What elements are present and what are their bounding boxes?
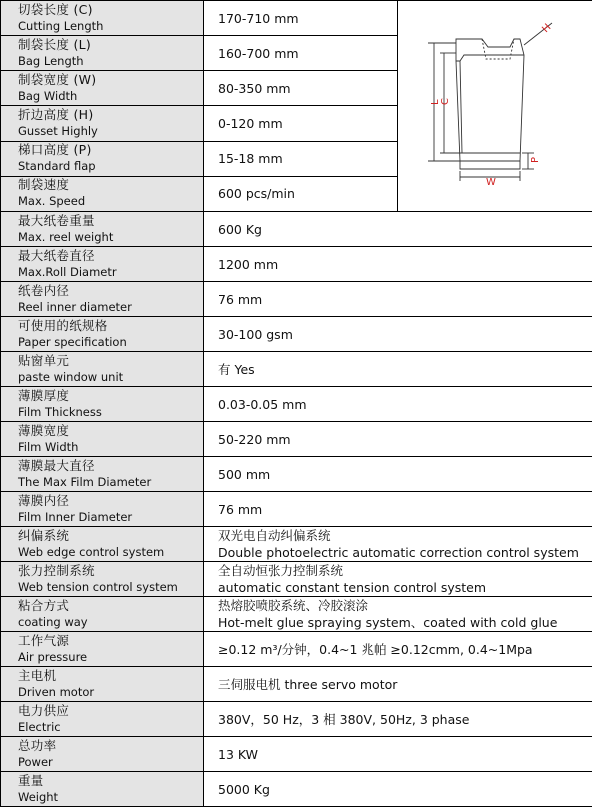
spec-value <box>204 527 592 562</box>
spec-row <box>1 317 592 352</box>
dim-l-label: L <box>430 99 441 105</box>
bag-diagram <box>398 1 592 211</box>
spec-label <box>1 387 204 422</box>
spec-value <box>204 772 592 807</box>
spec-value <box>204 141 398 176</box>
spec-value-line1: 500 mm <box>218 466 592 483</box>
spec-value <box>204 1 398 36</box>
spec-value <box>204 667 592 702</box>
spec-value-line1: 76 mm <box>218 501 592 518</box>
spec-label-en: Electric <box>18 719 203 736</box>
dim-c-label: C <box>440 98 451 105</box>
spec-label <box>1 422 204 457</box>
spec-label-cn: 梯口高度 (P) <box>18 142 203 158</box>
spec-label-en: Web edge control system <box>18 544 203 561</box>
bag-top-fold <box>456 55 524 61</box>
spec-label-cn: 最大纸卷直径 <box>18 248 203 264</box>
spec-label-en: Max. reel weight <box>18 229 203 246</box>
spec-label-en: Film Thickness <box>18 404 203 421</box>
spec-label-cn: 制袋速度 <box>18 177 203 193</box>
spec-label-en: Gusset Highly <box>18 123 203 140</box>
spec-value <box>204 247 592 282</box>
spec-value-line1: 76 mm <box>218 291 592 308</box>
spec-value <box>204 597 592 632</box>
spec-label-en: Reel inner diameter <box>18 299 203 316</box>
spec-value-line1: 380V，50 Hz，3 相 380V, 50Hz, 3 phase <box>218 711 592 728</box>
spec-label-en: Film Width <box>18 439 203 456</box>
spec-label-en: paste window unit <box>18 369 203 386</box>
spec-value <box>204 632 592 667</box>
spec-value <box>204 106 398 141</box>
spec-value-line1: 0-120 mm <box>218 115 397 132</box>
spec-value-line1: 有 Yes <box>218 361 592 378</box>
spec-value <box>204 387 592 422</box>
spec-label-cn: 薄膜内径 <box>18 493 203 509</box>
spec-value-line1: 15-18 mm <box>218 150 397 167</box>
spec-label <box>1 737 204 772</box>
spec-value-line1: 双光电自动纠偏系统 <box>218 527 592 544</box>
spec-label <box>1 702 204 737</box>
spec-label-cn: 制袋宽度 (W) <box>18 72 203 88</box>
spec-label-cn: 可使用的纸规格 <box>18 318 203 334</box>
spec-value <box>204 176 398 211</box>
spec-value <box>204 457 592 492</box>
spec-label-cn: 纠偏系统 <box>18 528 203 544</box>
bag-flap <box>460 161 520 169</box>
spec-label-cn: 切袋长度 (C) <box>18 2 203 18</box>
spec-row <box>1 492 592 527</box>
spec-label <box>1 317 204 352</box>
spec-value <box>204 702 592 737</box>
spec-value <box>204 422 592 457</box>
spec-value-line1: 热熔胶喷胶系统、冷胶滚涂 <box>218 597 592 614</box>
spec-label-cn: 最大纸卷重量 <box>18 213 203 229</box>
spec-label-cn: 贴窗单元 <box>18 353 203 369</box>
dim-h-label: H <box>540 22 553 35</box>
spec-label <box>1 632 204 667</box>
spec-value <box>204 562 592 597</box>
spec-label-en: The Max Film Diameter <box>18 474 203 491</box>
spec-label-cn: 薄膜厚度 <box>18 388 203 404</box>
spec-label-cn: 主电机 <box>18 668 203 684</box>
spec-row <box>1 212 592 247</box>
spec-value-line1: 170-710 mm <box>218 10 397 27</box>
spec-label-en: Bag Width <box>18 88 203 105</box>
spec-value-line1: 600 Kg <box>218 221 592 238</box>
spec-value-line2: Hot-melt glue spraying system、coated with cold glue <box>218 614 592 631</box>
spec-value-line1: 三伺服电机 three servo motor <box>218 676 592 693</box>
spec-row <box>1 387 592 422</box>
bag-diagram-svg <box>398 1 592 207</box>
spec-label-en: Standard flap <box>18 158 203 175</box>
spec-label-en: Max. Speed <box>18 193 203 210</box>
spec-label <box>1 352 204 387</box>
spec-value <box>204 492 592 527</box>
spec-label <box>1 106 204 141</box>
spec-label-cn: 制袋长度 (L) <box>18 37 203 53</box>
spec-label <box>1 492 204 527</box>
spec-value-line2: automatic constant tension control system <box>218 579 592 596</box>
spec-row <box>1 772 592 807</box>
spec-label-en: Web tension control system <box>18 579 203 596</box>
spec-row <box>1 702 592 737</box>
bag-gusset-fold <box>482 39 514 59</box>
spec-value <box>204 212 592 247</box>
spec-value-line1: 160-700 mm <box>218 45 397 62</box>
spec-label-en: Max.Roll Diametr <box>18 264 203 281</box>
bag-inner-edge <box>460 61 520 153</box>
spec-value-line1: 0.03-0.05 mm <box>218 396 592 413</box>
spec-label <box>1 562 204 597</box>
spec-label-cn: 薄膜宽度 <box>18 423 203 439</box>
spec-row <box>1 737 592 772</box>
spec-value-line1: 13 KW <box>218 746 592 763</box>
spec-label-en: Weight <box>18 789 203 806</box>
spec-value-line2: Double photoelectric automatic correction control system <box>218 544 592 561</box>
spec-value-line1: 1200 mm <box>218 256 592 273</box>
spec-value-line1: ≥0.12 m³/分钟，0.4~1 兆帕 ≥0.12cmm, 0.4~1Mpa <box>218 641 592 658</box>
spec-row <box>1 282 592 317</box>
spec-label-cn: 重量 <box>18 773 203 789</box>
spec-label-en: Cutting Length <box>18 18 203 35</box>
dim-p-label: P <box>530 157 541 163</box>
spec-value-line1: 600 pcs/min <box>218 185 397 202</box>
spec-value <box>204 71 398 106</box>
spec-label-en: Paper specification <box>18 334 203 351</box>
spec-label-en: Driven motor <box>18 684 203 701</box>
spec-value-line1: 30-100 gsm <box>218 326 592 343</box>
spec-label-cn: 薄膜最大直径 <box>18 458 203 474</box>
spec-row <box>1 457 592 492</box>
spec-row <box>1 527 592 562</box>
spec-row <box>1 422 592 457</box>
spec-value-line1: 5000 Kg <box>218 781 592 798</box>
spec-row <box>1 1 592 36</box>
spec-row <box>1 632 592 667</box>
spec-label-en: Power <box>18 754 203 771</box>
spec-label <box>1 1 204 36</box>
spec-label-en: Air pressure <box>18 649 203 666</box>
spec-label <box>1 282 204 317</box>
spec-label <box>1 527 204 562</box>
spec-label <box>1 71 204 106</box>
spec-label-cn: 张力控制系统 <box>18 563 203 579</box>
spec-value <box>204 737 592 772</box>
spec-value <box>204 36 398 71</box>
spec-value <box>204 352 592 387</box>
spec-row <box>1 562 592 597</box>
spec-row <box>1 667 592 702</box>
spec-label <box>1 212 204 247</box>
spec-value <box>204 282 592 317</box>
spec-label-cn: 总功率 <box>18 738 203 754</box>
spec-value <box>204 317 592 352</box>
spec-label <box>1 772 204 807</box>
spec-label-cn: 纸卷内径 <box>18 283 203 299</box>
spec-label-cn: 粘合方式 <box>18 598 203 614</box>
spec-label-en: Bag Length <box>18 53 203 70</box>
spec-label <box>1 176 204 211</box>
spec-row <box>1 352 592 387</box>
spec-row <box>1 597 592 632</box>
spec-label <box>1 141 204 176</box>
bag-outline <box>456 39 524 161</box>
spec-label <box>1 247 204 282</box>
spec-label <box>1 457 204 492</box>
spec-value-line1: 80-350 mm <box>218 80 397 97</box>
spec-label <box>1 36 204 71</box>
spec-value-line1: 50-220 mm <box>218 431 592 448</box>
spec-table-body <box>1 1 592 807</box>
spec-row <box>1 247 592 282</box>
spec-label-cn: 电力供应 <box>18 703 203 719</box>
bag-diagram-cell <box>398 1 592 212</box>
dim-w-label: W <box>486 177 496 188</box>
spec-label <box>1 597 204 632</box>
spec-label-cn: 工作气源 <box>18 633 203 649</box>
spec-label-cn: 折边高度 (H) <box>18 107 203 123</box>
spec-label-en: coating way <box>18 614 203 631</box>
spec-value-line1: 全自动恒张力控制系统 <box>218 562 592 579</box>
spec-label <box>1 667 204 702</box>
spec-label-en: Film Inner Diameter <box>18 509 203 526</box>
